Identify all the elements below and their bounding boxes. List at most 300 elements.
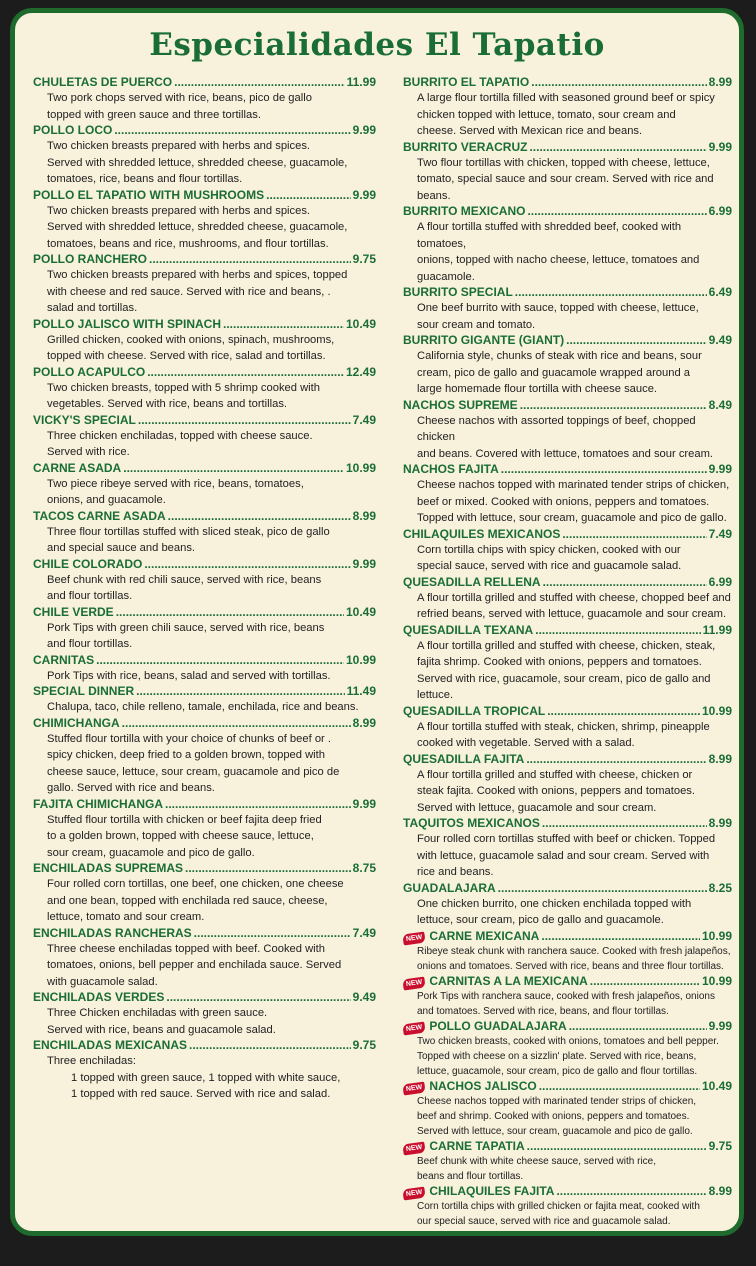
menu-item-special-dinner xyxy=(33,684,376,716)
menu-item-pollo-acapulco xyxy=(33,365,376,413)
description-line: Two flour tortillas with chicken, topped with cheese, lettuce, xyxy=(417,156,710,169)
description-line: beef and shrimp. Cooked with onions, peppers and tomatoes. xyxy=(417,1110,690,1122)
menu-item-price: 8.99 xyxy=(352,715,376,730)
description-line: and flour tortillas. xyxy=(47,638,133,650)
menu-item-description xyxy=(403,1199,732,1229)
menu-item-description xyxy=(403,413,732,463)
leader-dots xyxy=(138,413,351,428)
menu-item-price: 8.99 xyxy=(708,1183,732,1198)
menu-item-name: CARNE TAPATIA xyxy=(429,1138,525,1153)
description-line: beef or mixed. Cooked with onions, peppers and tomatoes. xyxy=(417,495,710,508)
description-line: Two chicken breasts prepared with herbs and spices. xyxy=(47,140,311,152)
menu-item-description xyxy=(33,203,376,253)
description-line: Three flour tortillas stuffed with sliced steak, pico de gallo xyxy=(47,525,330,538)
menu-item-guadalajara xyxy=(403,881,732,929)
menu-item-name: BURRITO EL TAPATIO xyxy=(403,75,530,89)
menu-item-name: TAQUITOS MEXICANOS xyxy=(403,816,540,830)
menu-item-description xyxy=(33,572,376,605)
description-line: Served with rice. xyxy=(47,446,130,458)
leader-dots xyxy=(535,623,700,638)
leader-dots xyxy=(189,1038,351,1053)
menu-item-name: FAJITA CHIMICHANGA xyxy=(33,796,163,811)
menu-item-name: POLLO EL TAPATIO WITH MUSHROOMS xyxy=(33,187,265,202)
menu-item-price: 9.49 xyxy=(708,333,732,347)
menu-item-burrito-veracruz xyxy=(403,140,732,205)
leader-dots xyxy=(529,140,706,155)
description-line: tomatoes, beans and rice, mushrooms, and flour tortillas. xyxy=(47,237,329,250)
menu-item-description xyxy=(403,590,732,623)
menu-item-price: 6.99 xyxy=(708,574,732,589)
menu-item-quesadilla-tropical xyxy=(403,704,732,752)
description-line: Corn tortilla chips with grilled chicken or fajita meat, cooked with xyxy=(417,1200,700,1212)
menu-item-price: 9.75 xyxy=(352,1038,376,1052)
menu-item-price: 10.99 xyxy=(345,460,376,475)
menu-item-header xyxy=(33,926,376,941)
menu-item-name: CARNITAS A LA MEXICANA xyxy=(429,973,588,988)
description-line: refried beans, served with lettuce, guacamole and sour cream. xyxy=(417,608,727,620)
description-line: cheese sauce, lettuce, sour cream, guacamole and pico de xyxy=(47,765,340,778)
description-line: Two chicken breasts, topped with 5 shrimp cooked with xyxy=(47,381,320,394)
menu-item-description xyxy=(33,332,376,365)
description-line: A flour tortilla grilled and stuffed with cheese, chicken, steak, xyxy=(417,639,716,652)
menu-item-price: 8.49 xyxy=(708,397,732,412)
leader-dots xyxy=(144,557,350,572)
menu-item-header xyxy=(33,461,376,476)
menu-item-header xyxy=(403,752,732,767)
menu-item-description xyxy=(403,542,732,575)
menu-item-name: CHIMICHANGA xyxy=(33,715,120,730)
menu-item-name: CHILAQUILES FAJITA xyxy=(429,1183,555,1198)
menu-item-name: CARNITAS xyxy=(33,652,95,667)
menu-item-header xyxy=(403,929,732,944)
menu-item-price: 8.99 xyxy=(708,751,732,766)
menu-item-price: 8.99 xyxy=(352,508,376,523)
menu-item-name: POLLO GUADALAJARA xyxy=(429,1018,567,1033)
menu-item-name: QUESADILLA TROPICAL xyxy=(403,703,546,718)
leader-dots xyxy=(569,1019,707,1034)
leader-dots xyxy=(166,990,350,1005)
menu-item-description xyxy=(33,1053,376,1103)
description-line: Pork Tips with ranchera sauce, cooked with fresh jalapeños, onions xyxy=(417,990,715,1002)
description-line: sour cream, guacamole and pico de gallo. xyxy=(47,846,255,859)
menu-item-price: 8.99 xyxy=(708,75,732,89)
description-line: salad and tortillas. xyxy=(47,302,138,314)
leader-dots xyxy=(547,704,700,719)
menu-item-price: 9.75 xyxy=(708,1138,732,1153)
leader-dots xyxy=(114,123,350,138)
leader-dots xyxy=(123,461,344,476)
menu-item-description xyxy=(33,476,376,509)
leader-dots xyxy=(223,317,344,332)
new-badge: NEW xyxy=(402,931,426,945)
description-line: gallo. Served with rice and beans. xyxy=(47,782,215,794)
menu-item-header xyxy=(33,990,376,1005)
description-line: steak fajita. Cooked with onions, peppers and tomatoes. xyxy=(417,785,695,797)
menu-page xyxy=(10,8,744,1236)
menu-item-header xyxy=(33,684,376,699)
description-line: our special sauce, served with rice and guacamole salad. xyxy=(417,1215,671,1227)
menu-item-name: BURRITO SPECIAL xyxy=(403,285,513,299)
menu-title: Especialidades El Tapatio xyxy=(149,27,605,63)
description-line: and tomatoes. Served with rice, beans, and flour tortillas. xyxy=(417,1005,669,1017)
description-line: Three enchiladas: xyxy=(47,1055,136,1067)
leader-dots xyxy=(185,861,351,876)
description-line: and one bean, topped with enchilada red sauce, cheese, xyxy=(47,894,328,907)
menu-item-description xyxy=(403,90,732,140)
leader-dots xyxy=(566,333,707,348)
leader-dots xyxy=(147,365,344,380)
leader-dots xyxy=(501,462,707,477)
menu-item-pollo-ranchero xyxy=(33,252,376,317)
menu-item-header xyxy=(33,123,376,138)
description-line: Four rolled corn tortillas, one beef, one chicken, one cheese xyxy=(47,878,344,890)
menu-item-quesadilla-fajita xyxy=(403,752,732,817)
menu-item-description xyxy=(403,477,732,527)
menu-item-name: NACHOS FAJITA xyxy=(403,462,499,476)
leader-dots xyxy=(498,881,707,896)
menu-item-name: ENCHILADAS SUPREMAS xyxy=(33,861,184,875)
menu-item-quesadilla-rellena xyxy=(403,575,732,623)
description-line: Served with rice, guacamole, sour cream, pico de gallo and lettuce. xyxy=(417,672,711,701)
leader-dots xyxy=(531,75,706,90)
leader-dots xyxy=(590,974,700,989)
description-line: Four rolled corn tortillas stuffed with beef or chicken. Topped xyxy=(417,833,716,845)
menu-item-header xyxy=(403,333,732,348)
menu-item-carne-mexicana xyxy=(403,929,732,974)
description-line: tomatoes, rice, beans and flour tortillas. xyxy=(47,173,243,185)
leader-dots xyxy=(149,252,351,267)
description-line: and beans. Covered with lettuce, tomatoes and sour cream. xyxy=(417,447,714,460)
new-badge: NEW xyxy=(402,1186,426,1200)
leader-dots xyxy=(539,1079,700,1094)
menu-item-description xyxy=(403,1094,732,1139)
description-line: Cheese nachos topped with marinated tender strips of chicken, xyxy=(417,1095,697,1107)
menu-item-header xyxy=(403,1184,732,1199)
description-line: Pork Tips with rice, beans, salad and served with tortillas. xyxy=(47,669,331,682)
menu-item-price: 10.49 xyxy=(345,604,376,619)
menu-item-header xyxy=(33,509,376,524)
menu-item-name: TACOS CARNE ASADA xyxy=(33,508,166,523)
menu-item-description xyxy=(33,941,376,991)
description-line: cream, pico de gallo and guacamole wrapped around a xyxy=(417,366,691,379)
menu-item-description xyxy=(403,1154,732,1184)
menu-item-carne-tapatia xyxy=(403,1139,732,1184)
menu-item-price: 7.49 xyxy=(708,526,732,541)
menu-item-price: 7.49 xyxy=(352,925,376,940)
menu-item-description xyxy=(403,896,732,929)
menu-item-name: POLLO JALISCO WITH SPINACH xyxy=(33,316,222,331)
menu-item-price: 12.49 xyxy=(345,364,376,379)
menu-item-description xyxy=(403,989,732,1019)
menu-item-enchiladas-supremas xyxy=(33,861,376,926)
menu-item-name: SPECIAL DINNER xyxy=(33,684,135,698)
description-line: spicy chicken, deep fried to a golden brown, topped with xyxy=(47,749,325,761)
menu-item-tacos-carne-asada xyxy=(33,509,376,557)
description-line: Served with shredded lettuce, shredded cheese, guacamole, xyxy=(47,221,348,233)
description-line: onions, and guacamole. xyxy=(47,494,166,506)
description-line: Three cheese enchiladas topped with beef. Cooked with xyxy=(47,942,325,955)
leader-dots xyxy=(116,605,344,620)
description-line: Stuffed flour tortilla with your choice of chunks of beef or . xyxy=(47,732,331,745)
new-badge: NEW xyxy=(402,1141,426,1155)
menu-item-header xyxy=(403,1139,732,1154)
description-line: lettuce, sour cream, pico de gallo and guacamole. xyxy=(417,914,664,926)
menu-item-header xyxy=(33,365,376,380)
leader-dots xyxy=(174,75,345,90)
menu-item-name: POLLO RANCHERO xyxy=(33,252,147,266)
menu-item-description xyxy=(33,267,376,317)
description-line: Ribeye steak chunk with ranchera sauce. Cooked with fresh jalapeños, xyxy=(417,945,731,957)
menu-item-header xyxy=(33,1038,376,1053)
menu-item-header xyxy=(403,575,732,590)
description-line: and flour tortillas. xyxy=(47,590,133,602)
menu-item-description xyxy=(33,380,376,413)
description-line: onions and tomatoes. Served with rice, beans and three flour tortillas. xyxy=(417,960,724,972)
menu-item-nachos-supreme xyxy=(403,398,732,463)
description-line: tomato, special sauce and sour cream. Served with rice and beans. xyxy=(417,173,714,202)
menu-item-description xyxy=(33,812,376,862)
description-line: cooked with vegetable. Served with a salad. xyxy=(417,737,635,749)
description-line: A flour tortilla stuffed with steak, chicken, shrimp, pineapple xyxy=(417,720,710,733)
description-line: and special sauce and beans. xyxy=(47,542,196,554)
menu-item-description xyxy=(403,155,732,205)
menu-item-price: 9.99 xyxy=(352,796,376,811)
new-badge: NEW xyxy=(402,976,426,990)
description-line: Two chicken breasts prepared with herbs and spices, topped xyxy=(47,269,348,281)
menu-item-price: 9.99 xyxy=(352,556,376,571)
description-line: One chicken burrito, one chicken enchilada topped with xyxy=(417,897,692,910)
menu-item-header xyxy=(33,557,376,572)
menu-item-header xyxy=(33,861,376,876)
menu-item-pollo-jalisco-with-spinach xyxy=(33,317,376,365)
description-line: large homemade flour tortilla with cheese sauce. xyxy=(417,383,658,395)
menu-item-name: POLLO LOCO xyxy=(33,123,113,137)
menu-item-name: CHILAQUILES MEXICANOS xyxy=(403,526,561,541)
menu-item-header xyxy=(403,1019,732,1034)
menu-item-name: QUESADILLA RELLENA xyxy=(403,574,541,589)
menu-item-header xyxy=(33,413,376,428)
leader-dots xyxy=(526,752,706,767)
menu-item-chilaquiles-fajita xyxy=(403,1184,732,1229)
description-line: Two chicken breasts prepared with herbs and spices. xyxy=(47,204,311,217)
leader-dots xyxy=(520,398,707,413)
menu-item-nachos-jalisco xyxy=(403,1079,732,1139)
menu-item-description xyxy=(33,876,376,926)
menu-item-price: 9.75 xyxy=(352,252,376,266)
menu-item-name: ENCHILADAS VERDES xyxy=(33,990,165,1004)
leader-dots xyxy=(194,926,351,941)
menu-item-burrito-mexicano xyxy=(403,204,732,285)
description-line: Pork Tips with green chili sauce, served with rice, beans xyxy=(47,621,325,634)
menu-item-name: VICKY'S SPECIAL xyxy=(33,412,136,427)
description-line: Grilled chicken, cooked with onions, spinach, mushrooms, xyxy=(47,333,335,346)
menu-item-header xyxy=(403,140,732,155)
menu-item-quesadilla-texana xyxy=(403,623,732,704)
leader-dots xyxy=(562,527,706,542)
menu-item-pollo-el-tapatio-with-mushrooms xyxy=(33,188,376,253)
menu-item-description xyxy=(33,699,376,716)
menu-item-header xyxy=(403,623,732,638)
description-line: Topped with cheese on a sizzlin' plate. Served with rice, beans, xyxy=(417,1050,697,1062)
menu-item-description xyxy=(403,1034,732,1079)
menu-item-name: NACHOS SUPREME xyxy=(403,397,518,412)
menu-item-price: 9.99 xyxy=(708,1018,732,1033)
description-line: Served with rice, beans and guacamole salad. xyxy=(47,1023,276,1036)
menu-item-name: BURRITO VERACRUZ xyxy=(403,139,528,154)
description-line: tomatoes, onions, bell pepper and enchilada sauce. Served xyxy=(47,959,342,971)
description-line: Served with shredded lettuce, shredded cheese, guacamole, xyxy=(47,156,348,169)
menu-item-header xyxy=(33,252,376,267)
menu-item-price: 7.49 xyxy=(352,412,376,427)
menu-item-header xyxy=(33,605,376,620)
description-line: fajita shrimp. Cooked with onions, peppers and tomatoes. xyxy=(417,656,702,668)
description-line: Stuffed flour tortilla with chicken or beef fajita deep fried xyxy=(47,813,322,826)
leader-dots xyxy=(122,716,351,731)
menu-item-name: POLLO ACAPULCO xyxy=(33,364,146,379)
menu-item-enchiladas-rancheras xyxy=(33,926,376,991)
menu-item-name: QUESADILLA TEXANA xyxy=(403,622,534,637)
new-badge: NEW xyxy=(402,1081,426,1095)
description-line: chicken topped with lettuce, tomato, sour cream and xyxy=(417,108,676,121)
menu-item-header xyxy=(403,462,732,477)
menu-item-price: 10.99 xyxy=(345,652,376,667)
menu-item-burrito-el-tapatio xyxy=(403,75,732,140)
leader-dots xyxy=(136,684,344,699)
menu-item-price: 9.99 xyxy=(708,139,732,154)
menu-item-description xyxy=(33,524,376,557)
menu-item-description xyxy=(33,668,376,685)
menu-item-pollo-guadalajara xyxy=(403,1019,732,1079)
menu-item-price: 9.99 xyxy=(352,123,376,137)
menu-item-header xyxy=(403,1079,732,1094)
menu-item-header xyxy=(33,75,376,90)
description-line: with cheese and red sauce. Served with rice and beans, . xyxy=(47,285,331,298)
menu-item-vicky-s-special xyxy=(33,413,376,461)
menu-item-header xyxy=(33,797,376,812)
menu-item-name: CHULETAS DE PUERCO xyxy=(33,75,173,89)
menu-item-header xyxy=(403,974,732,989)
description-line: with guacamole salad. xyxy=(47,975,158,988)
description-line: vegetables. Served with rice, beans and tortillas. xyxy=(47,398,288,410)
menu-item-name: GUADALAJARA xyxy=(403,880,496,895)
leader-dots xyxy=(266,188,351,203)
description-line: lettuce, guacamole, sour cream, pico de gallo and flour tortillas. xyxy=(417,1065,698,1077)
menu-item-header xyxy=(33,317,376,332)
menu-item-name: CHILE COLORADO xyxy=(33,556,143,571)
description-line: One beef burrito with sauce, topped with cheese, lettuce, xyxy=(417,302,699,314)
menu-item-price: 9.49 xyxy=(352,990,376,1004)
description-sub-line: 1 topped with green sauce, 1 topped with white sauce, xyxy=(71,1071,341,1084)
menu-item-price: 11.99 xyxy=(702,622,732,637)
description-line: to a golden brown, topped with cheese sauce, lettuce, xyxy=(47,830,314,842)
description-line: Two piece ribeye served with rice, beans, tomatoes, xyxy=(47,477,304,490)
menu-item-name: CHILE VERDE xyxy=(33,604,114,619)
menu-item-header xyxy=(403,816,732,831)
menu-item-name: ENCHILADAS MEXICANAS xyxy=(33,1038,188,1052)
menu-item-description xyxy=(33,731,376,797)
menu-item-carnitas-a-la-mexicana xyxy=(403,974,732,1019)
description-line: lettuce, tomato and sour cream. xyxy=(47,911,205,923)
description-line: onions, topped with nacho cheese, lettuce, tomatoes and guacamole. xyxy=(417,254,700,283)
menu-item-description xyxy=(403,831,732,881)
menu-item-enchiladas-verdes xyxy=(33,990,376,1038)
menu-item-carne-asada xyxy=(33,461,376,509)
menu-item-price: 6.99 xyxy=(708,204,732,218)
leader-dots xyxy=(527,204,706,219)
description-line: Cheese nachos topped with marinated tender strips of chicken, xyxy=(417,479,730,491)
description-line: Beef chunk with red chili sauce, served with rice, beans xyxy=(47,573,322,586)
menu-item-header xyxy=(403,398,732,413)
menu-item-header xyxy=(33,188,376,203)
description-line: Served with lettuce, sour cream, guacamole and pico de gallo. xyxy=(417,1125,693,1137)
menu-item-price: 6.49 xyxy=(708,285,732,299)
menu-item-header xyxy=(33,716,376,731)
description-line: Corn tortilla chips with spicy chicken, cooked with our xyxy=(417,543,681,556)
menu-item-name: ENCHILADAS RANCHERAS xyxy=(33,925,192,940)
description-line: sour cream and tomato. xyxy=(417,318,536,331)
menu-item-header xyxy=(403,204,732,219)
menu-item-price: 8.25 xyxy=(708,880,732,895)
description-line: A flour tortilla grilled and stuffed with cheese, chopped beef and xyxy=(417,591,731,604)
description-line: special sauce, served with rice and guacamole salad. xyxy=(417,560,682,572)
menu-item-description xyxy=(403,767,732,817)
description-line: Beef chunk with white cheese sauce, served with rice, xyxy=(417,1155,657,1167)
menu-item-header xyxy=(403,285,732,300)
menu-item-price: 10.49 xyxy=(345,316,376,331)
menu-item-description xyxy=(403,719,732,752)
description-line: Two pork chops served with rice, beans, pico de gallo xyxy=(47,92,312,104)
menu-item-description xyxy=(403,638,732,704)
menu-item-description xyxy=(403,219,732,285)
menu-item-name: CARNE ASADA xyxy=(33,460,122,475)
menu-item-pollo-loco xyxy=(33,123,376,188)
description-line: topped with green sauce and three tortillas. xyxy=(47,108,261,121)
menu-item-price: 8.99 xyxy=(708,816,732,830)
menu-item-chile-verde xyxy=(33,605,376,653)
menu-item-chuletas-de-puerco xyxy=(33,75,376,123)
menu-item-description xyxy=(403,300,732,333)
menu-item-chile-colorado xyxy=(33,557,376,605)
menu-item-price: 11.49 xyxy=(346,684,376,698)
menu-item-name: NACHOS JALISCO xyxy=(429,1078,537,1093)
menu-item-taquitos-mexicanos xyxy=(403,816,732,881)
leader-dots xyxy=(96,653,344,668)
new-badge: NEW xyxy=(402,1021,426,1035)
description-line: Three Chicken enchiladas with green sauce. xyxy=(47,1007,268,1019)
leader-dots xyxy=(542,816,707,831)
left-column xyxy=(33,75,376,1103)
leader-dots xyxy=(556,1184,706,1199)
menu-item-burrito-special xyxy=(403,285,732,333)
menu-item-price: 10.99 xyxy=(701,703,732,718)
menu-item-burrito-gigante-giant xyxy=(403,333,732,398)
description-line: with lettuce, guacamole salad and sour cream. Served with xyxy=(417,849,710,862)
leader-dots xyxy=(168,509,351,524)
menu-item-name: QUESADILLA FAJITA xyxy=(403,751,525,766)
leader-dots xyxy=(541,929,700,944)
menu-item-header xyxy=(403,881,732,896)
description-line: Chalupa, taco, chile relleno, tamale, enchilada, rice and beans. xyxy=(47,701,359,713)
description-line: Two chicken breasts, cooked with onions, tomatoes and bell pepper. xyxy=(417,1035,719,1047)
menu-item-price: 11.99 xyxy=(346,75,376,89)
description-line: A flour tortilla stuffed with shredded beef, cooked with tomatoes, xyxy=(417,221,682,250)
description-line: rice and beans. xyxy=(417,866,494,878)
right-column xyxy=(403,75,732,1229)
leader-dots xyxy=(543,575,707,590)
leader-dots xyxy=(527,1139,707,1154)
menu-item-description xyxy=(403,944,732,974)
description-line: A large flour tortilla filled with seasoned ground beef or spicy xyxy=(417,92,715,104)
